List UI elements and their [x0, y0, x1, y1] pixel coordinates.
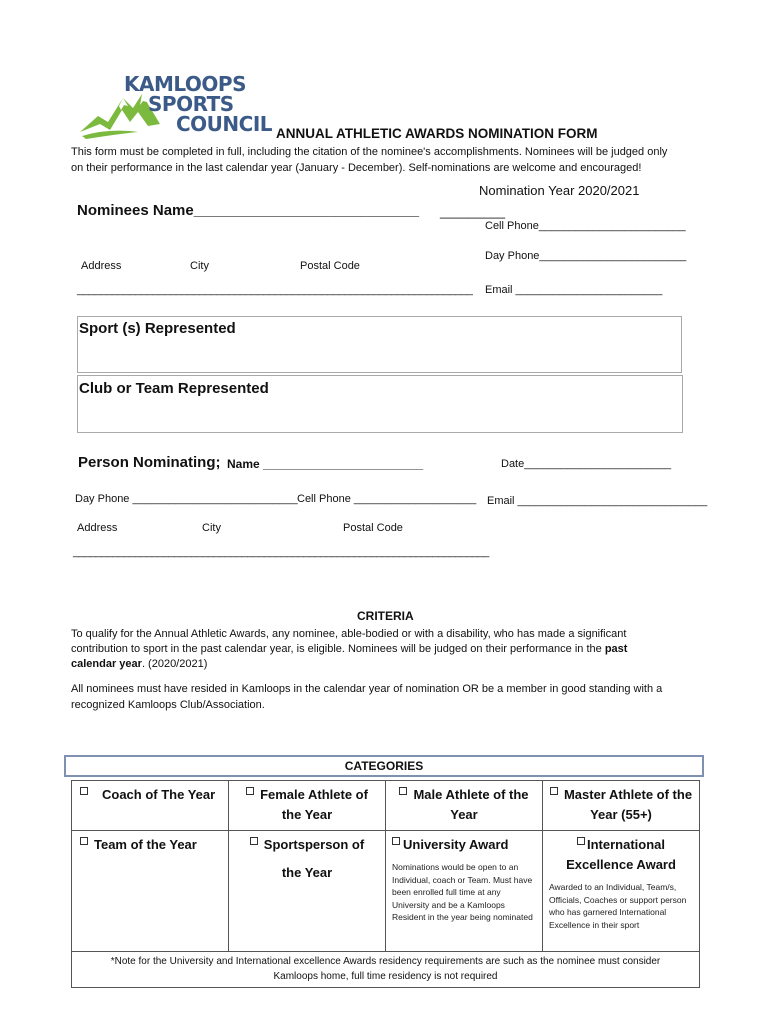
- master-label: Master Athlete of the Year (55+): [563, 787, 693, 822]
- nominee-day-phone-field[interactable]: Day Phone________________________: [485, 250, 687, 262]
- criteria-p2-line-2: recognized Kamloops Club/Association.: [71, 699, 265, 711]
- checkbox-icon[interactable]: [399, 787, 407, 795]
- criteria-p2-line-1: All nominees must have resided in Kamloops in the calendar year of nomination OR be a member in good standing with a: [71, 683, 663, 695]
- international-note: Awarded to an Individual, Team/s, Officials, Coaches or support person who has garnered International Excellence in their sport: [549, 882, 687, 930]
- checkbox-icon[interactable]: [250, 837, 258, 845]
- person-nominating-heading: Person Nominating;: [78, 454, 221, 471]
- form-title: ANNUAL ATHLETIC AWARDS NOMINATION FORM: [276, 126, 598, 141]
- checkbox-icon[interactable]: [80, 787, 88, 795]
- female-label: Female Athlete of the Year: [260, 787, 368, 822]
- categories-header: [64, 755, 704, 777]
- categories-note: [72, 952, 700, 988]
- nominee-email-field[interactable]: Email ________________________: [485, 284, 663, 296]
- club-label: Club or Team Represented: [79, 380, 269, 397]
- checkbox-icon[interactable]: [577, 837, 585, 845]
- nominator-postal-label: Postal Code: [343, 522, 403, 534]
- note-line-2: Kamloops home, full time residency is not required: [273, 971, 498, 982]
- university-note: Nominations would be open to an Individual, coach or Team. Must have been enrolled full time at any University and be a Kamloops Resident in the year being nominated: [392, 862, 533, 922]
- category-university[interactable]: [386, 831, 543, 952]
- male-label: Male Athlete of the Year: [413, 787, 529, 822]
- nominator-email-field[interactable]: Email _______________________________: [487, 495, 708, 507]
- checkbox-icon[interactable]: [80, 837, 88, 845]
- nominator-name-field[interactable]: Name ________________________: [227, 457, 424, 471]
- logo-line-3: COUNCIL: [176, 112, 273, 136]
- category-sportsperson[interactable]: [229, 831, 386, 952]
- intro-line-1: This form must be completed in full, including the citation of the nominee's accomplishments. Nominees will be judged only: [71, 146, 668, 158]
- category-international[interactable]: [543, 831, 700, 952]
- nominator-cell-phone-field[interactable]: Cell Phone ____________________: [297, 493, 477, 505]
- sport-box[interactable]: [77, 316, 682, 373]
- team-label: Team of the Year: [94, 837, 197, 852]
- nominator-date-field[interactable]: Date________________________: [501, 458, 672, 470]
- criteria-p1-line-3: [71, 658, 207, 670]
- criteria-calendar-year: calendar year: [71, 658, 142, 670]
- category-master[interactable]: [543, 781, 700, 831]
- nominator-day-phone-field[interactable]: Day Phone ___________________________: [75, 493, 298, 505]
- criteria-p1-line-2-text: contribution to sport in the past calendar year, is eligible. Nominees will be judged on their performance in the: [71, 643, 605, 655]
- nominee-address-line[interactable]: ____________________________________________________________________: [77, 284, 473, 296]
- international-label-2: Excellence Award: [566, 857, 676, 872]
- international-label-1: International: [586, 837, 665, 852]
- nomination-year: Nomination Year 2020/2021: [479, 183, 640, 198]
- checkbox-icon[interactable]: [246, 787, 254, 795]
- nominator-address-label: Address: [77, 522, 118, 534]
- nominator-address-line[interactable]: __________________________________________________________________________: [73, 546, 489, 558]
- categories-heading: CATEGORIES: [344, 759, 424, 773]
- nominee-name-field[interactable]: Nominees Name___________________________: [77, 202, 419, 219]
- logo-line-2: SPORTS: [148, 92, 234, 116]
- checkbox-icon[interactable]: [550, 787, 558, 795]
- category-team[interactable]: [72, 831, 229, 952]
- logo: [78, 72, 273, 140]
- nominator-city-label: City: [202, 522, 221, 534]
- sport-label: Sport (s) Represented: [79, 320, 236, 337]
- sportsperson-label-1: Sportsperson of: [263, 837, 365, 852]
- criteria-heading: CRITERIA: [357, 609, 414, 623]
- category-female[interactable]: [229, 781, 386, 831]
- category-coach[interactable]: [72, 781, 229, 831]
- categories-table: [71, 780, 700, 988]
- sportsperson-label-2: the Year: [281, 865, 333, 880]
- nominee-short-blank[interactable]: _________: [440, 204, 506, 219]
- nominee-postal-label: Postal Code: [300, 260, 360, 272]
- category-male[interactable]: [386, 781, 543, 831]
- coach-label: Coach of The Year: [102, 787, 216, 802]
- university-label: University Award: [403, 837, 509, 852]
- logo-line-1: KAMLOOPS: [124, 72, 246, 96]
- criteria-past: past: [604, 643, 628, 655]
- nominee-address-label: Address: [81, 260, 122, 272]
- nominee-city-label: City: [190, 260, 209, 272]
- criteria-year-range: . (2020/2021): [141, 658, 208, 670]
- club-box[interactable]: [77, 375, 683, 433]
- checkbox-icon[interactable]: [392, 837, 400, 845]
- intro-line-2: on their performance in the last calendar year (January - December). Self-nominations are welcome and encouraged!: [71, 162, 642, 174]
- criteria-p1-line-2: [71, 643, 627, 655]
- nominee-cell-phone-field[interactable]: Cell Phone________________________: [485, 220, 686, 232]
- note-line-1: *Note for the University and International excellence Awards residency requirements are such as the nominee must consider: [110, 956, 661, 967]
- criteria-p1-line-1: To qualify for the Annual Athletic Awards, any nominee, able-bodied or with a disability, who has made a significant: [71, 628, 627, 640]
